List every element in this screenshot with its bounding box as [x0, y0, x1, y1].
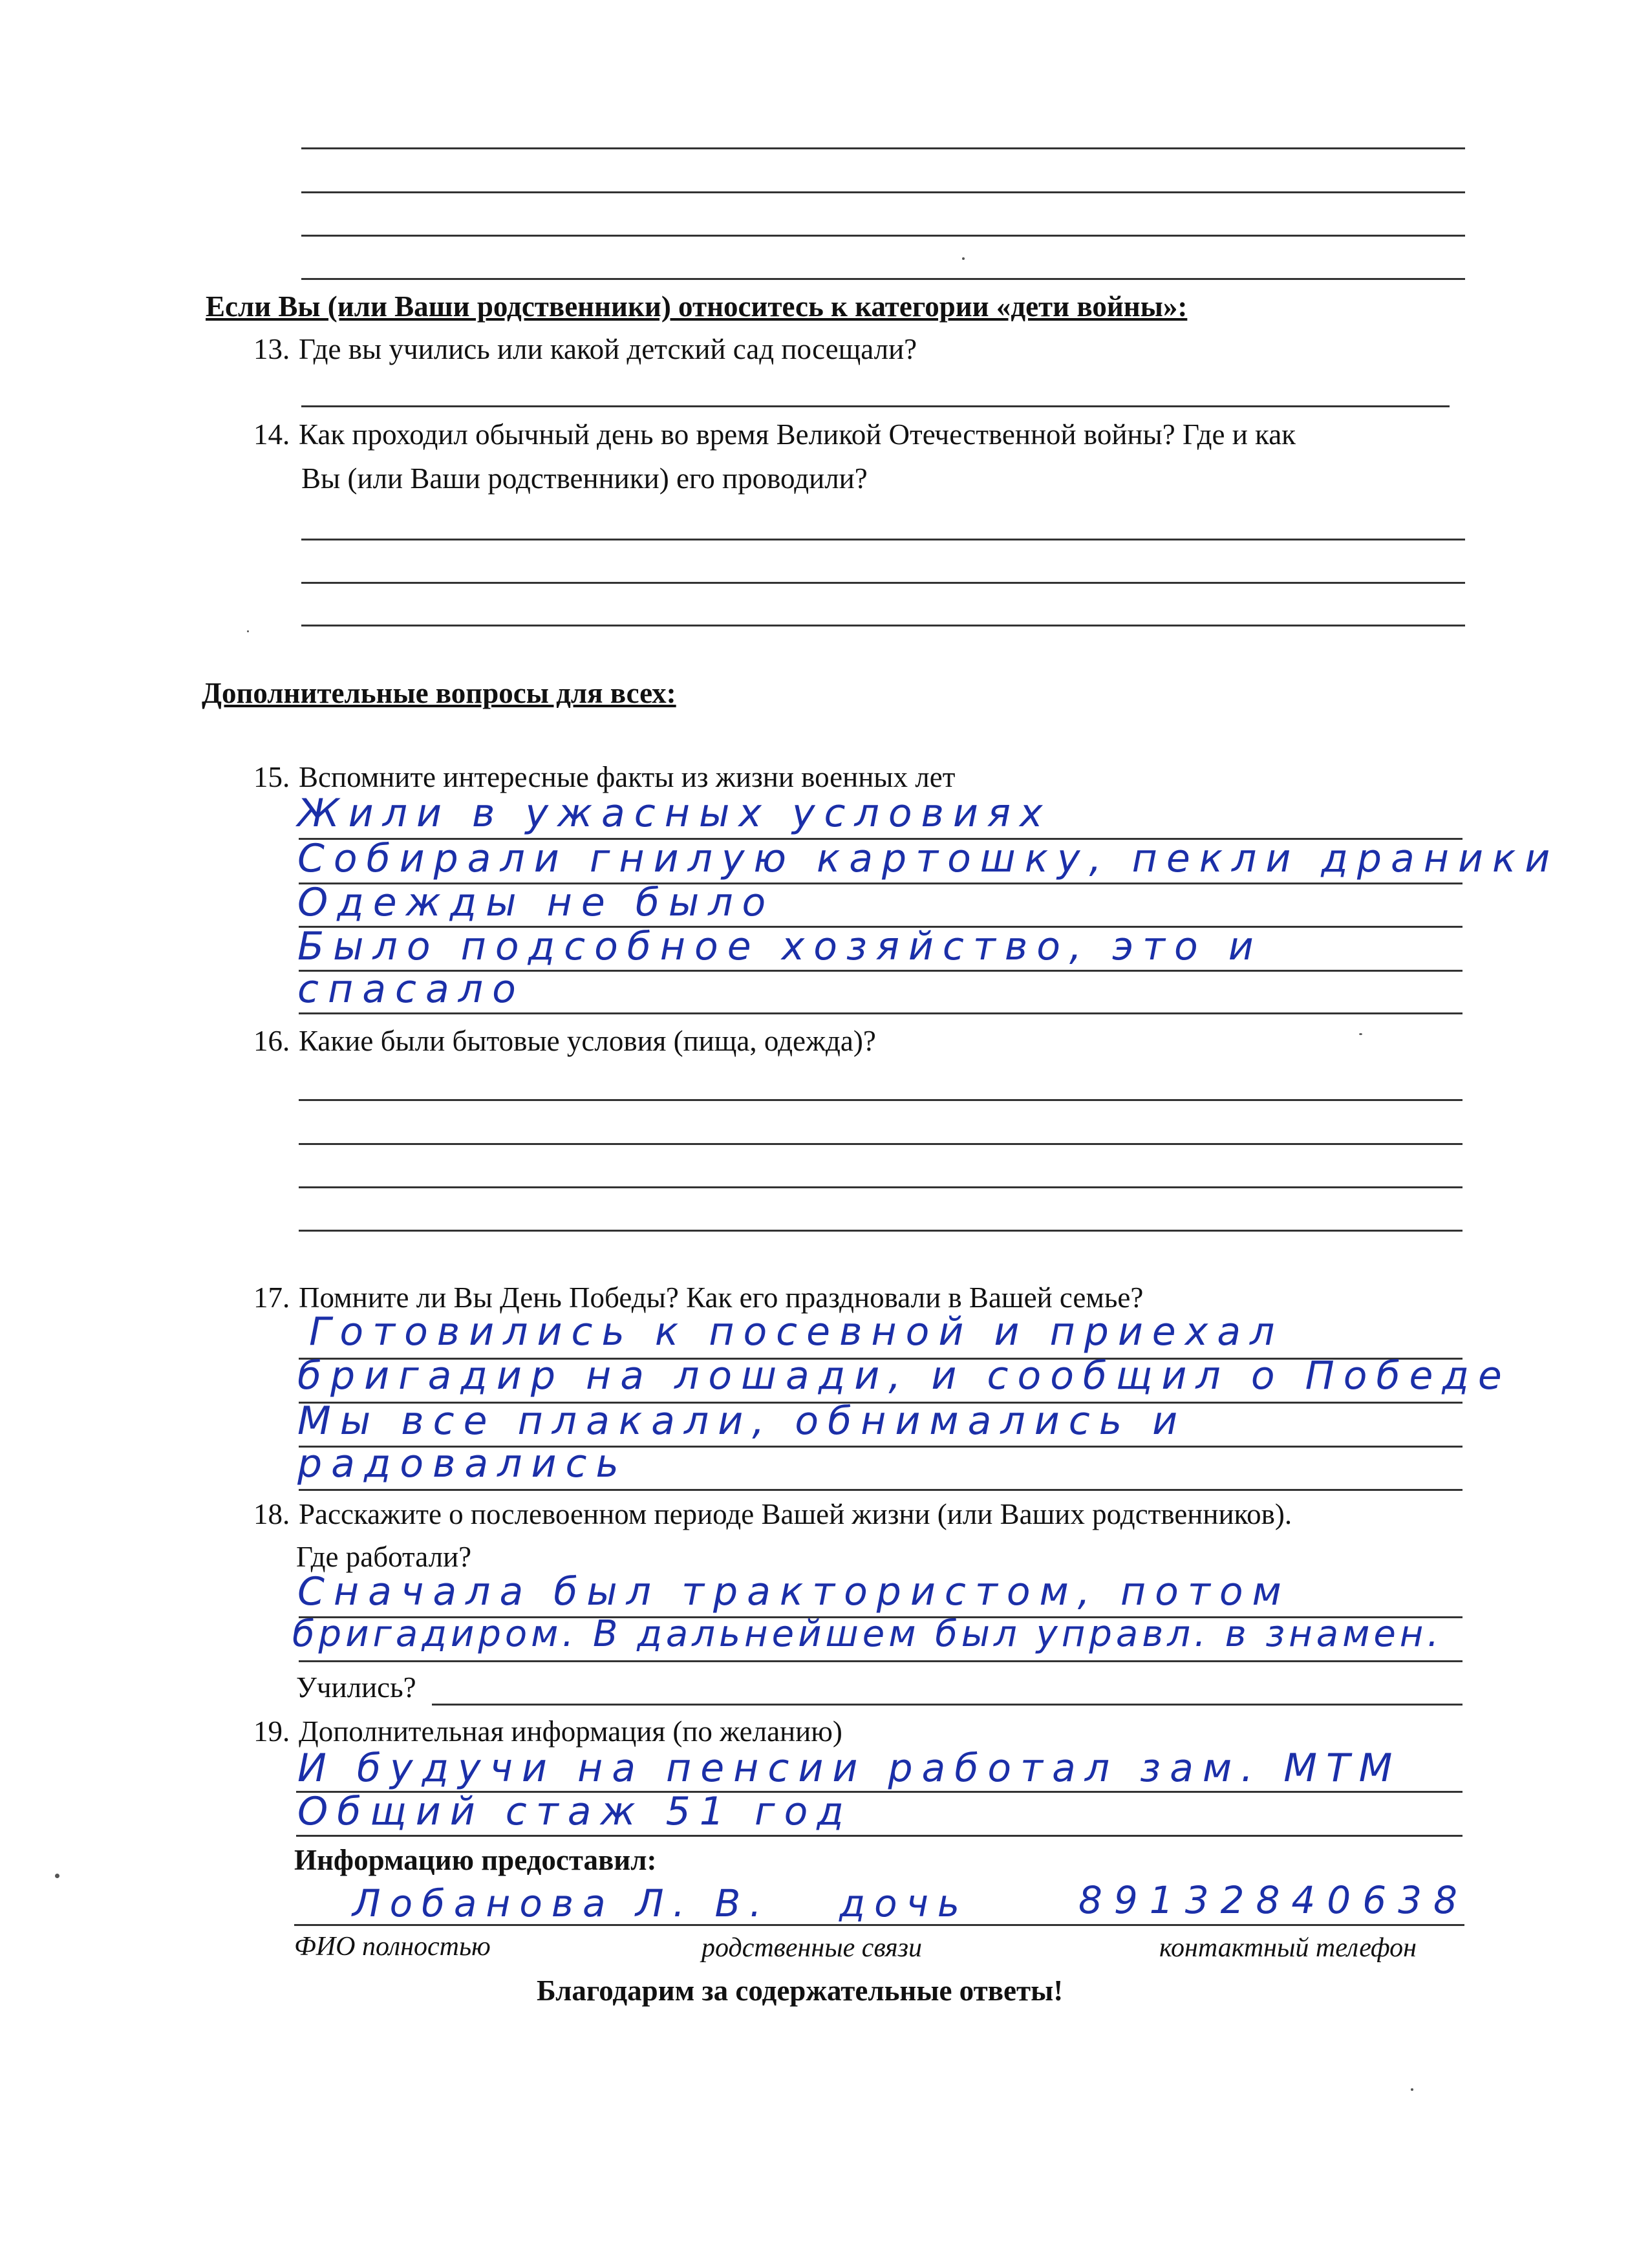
- question-13: [253, 335, 917, 364]
- handwritten-answer: Было подсобное хозяйство, это и: [297, 924, 1263, 969]
- signature-line: [294, 1924, 1464, 1926]
- answer-line: [301, 625, 1465, 626]
- scan-speck: [1359, 1033, 1362, 1035]
- question-number: 16.: [253, 1025, 290, 1057]
- caption-fio: ФИО полностью: [294, 1932, 491, 1962]
- question-text: Какие были бытовые условия (пища, одежда)?: [299, 1025, 876, 1057]
- answer-line: [301, 405, 1450, 407]
- handwritten-answer: бригадиром. В дальнейшем был управл. в знамен.: [292, 1613, 1443, 1655]
- question-text: Где вы учились или какой детский сад посещали?: [299, 333, 917, 365]
- question-text: Расскажите о послевоенном периоде Вашей жизни (или Ваших родственников).: [299, 1498, 1292, 1530]
- handwritten-answer: И будучи на пенсии работал зам. МТМ: [297, 1746, 1402, 1791]
- informant-label: Информацию предоставил:: [294, 1844, 657, 1876]
- answer-line: [301, 278, 1465, 280]
- question-number: 14.: [253, 418, 290, 451]
- question-text: Дополнительная информация (по желанию): [299, 1715, 842, 1748]
- question-18: [253, 1500, 1292, 1529]
- question-number: 15.: [253, 761, 290, 793]
- answer-line: [301, 582, 1465, 584]
- question-14-line2: Вы (или Ваши родственники) его проводили?: [301, 462, 868, 495]
- question-number: 17.: [253, 1281, 290, 1314]
- answer-line: [301, 235, 1465, 237]
- question-text: Вспомните интересные факты из жизни военных лет: [299, 761, 956, 793]
- handwritten-answer: спасало: [297, 967, 525, 1012]
- question-14: [253, 420, 1296, 449]
- section-header-additional: Дополнительные вопросы для всех:: [202, 677, 676, 709]
- answer-line: [301, 539, 1465, 540]
- answer-line: [299, 1012, 1462, 1014]
- caption-phone: контактный телефон: [1159, 1933, 1417, 1963]
- question-text: Как проходил обычный день во время Великой Отечественной войны? Где и как: [299, 418, 1296, 451]
- scan-speck: [962, 257, 965, 260]
- informant-relation: дочь: [839, 1881, 969, 1925]
- question-17: [253, 1283, 1143, 1312]
- informant-phone: 89132840638: [1078, 1878, 1469, 1922]
- scan-speck: [247, 630, 249, 632]
- answer-line: [299, 1660, 1462, 1662]
- answer-line: [301, 147, 1465, 149]
- handwritten-answer: бригадир на лошади, и сообщил о Победе: [297, 1353, 1511, 1398]
- caption-relation: родственные связи: [702, 1933, 923, 1963]
- handwritten-answer: Жили в ужасных условиях: [297, 791, 1052, 836]
- answer-line: [299, 1099, 1462, 1101]
- handwritten-answer: Мы все плакали, обнимались и: [297, 1398, 1187, 1444]
- question-number: 18.: [253, 1498, 290, 1530]
- handwritten-answer: Одежды не было: [297, 880, 775, 925]
- answer-line: [299, 1143, 1462, 1145]
- handwritten-answer: Готовились к посевной и приехал: [309, 1309, 1284, 1354]
- answer-line: [299, 1230, 1462, 1232]
- handwritten-answer: радовались: [297, 1441, 628, 1486]
- question-18-line2: Где работали?: [296, 1541, 472, 1573]
- question-number: 19.: [253, 1715, 290, 1748]
- question-16: [253, 1027, 876, 1056]
- answer-line: [299, 1186, 1462, 1188]
- handwritten-answer: Собирали гнилую картошку, пекли драники: [297, 836, 1559, 881]
- question-19: [253, 1717, 842, 1746]
- question-number: 13.: [253, 333, 290, 365]
- question-text: Помните ли Вы День Победы? Как его праздновали в Вашей семье?: [299, 1281, 1144, 1314]
- handwritten-answer: Общий стаж 51 год: [297, 1789, 853, 1834]
- answer-line: [299, 1489, 1462, 1491]
- answer-line: [296, 1835, 1462, 1837]
- question-15: [253, 763, 955, 792]
- scan-speck: [1411, 2088, 1413, 2091]
- scan-speck: [55, 1874, 59, 1878]
- answer-line: [432, 1704, 1462, 1706]
- informant-name: Лобанова Л. В.: [352, 1881, 771, 1925]
- handwritten-answer: Сначала был трактористом, потом: [297, 1569, 1291, 1614]
- thanks-text: Благодарим за содержательные ответы!: [537, 1974, 1064, 2007]
- answer-line: [301, 191, 1465, 193]
- section-header-children-of-war: Если Вы (или Ваши родственники) относитесь к категории «дети войны»:: [206, 290, 1188, 323]
- studied-label: Учились?: [296, 1671, 416, 1704]
